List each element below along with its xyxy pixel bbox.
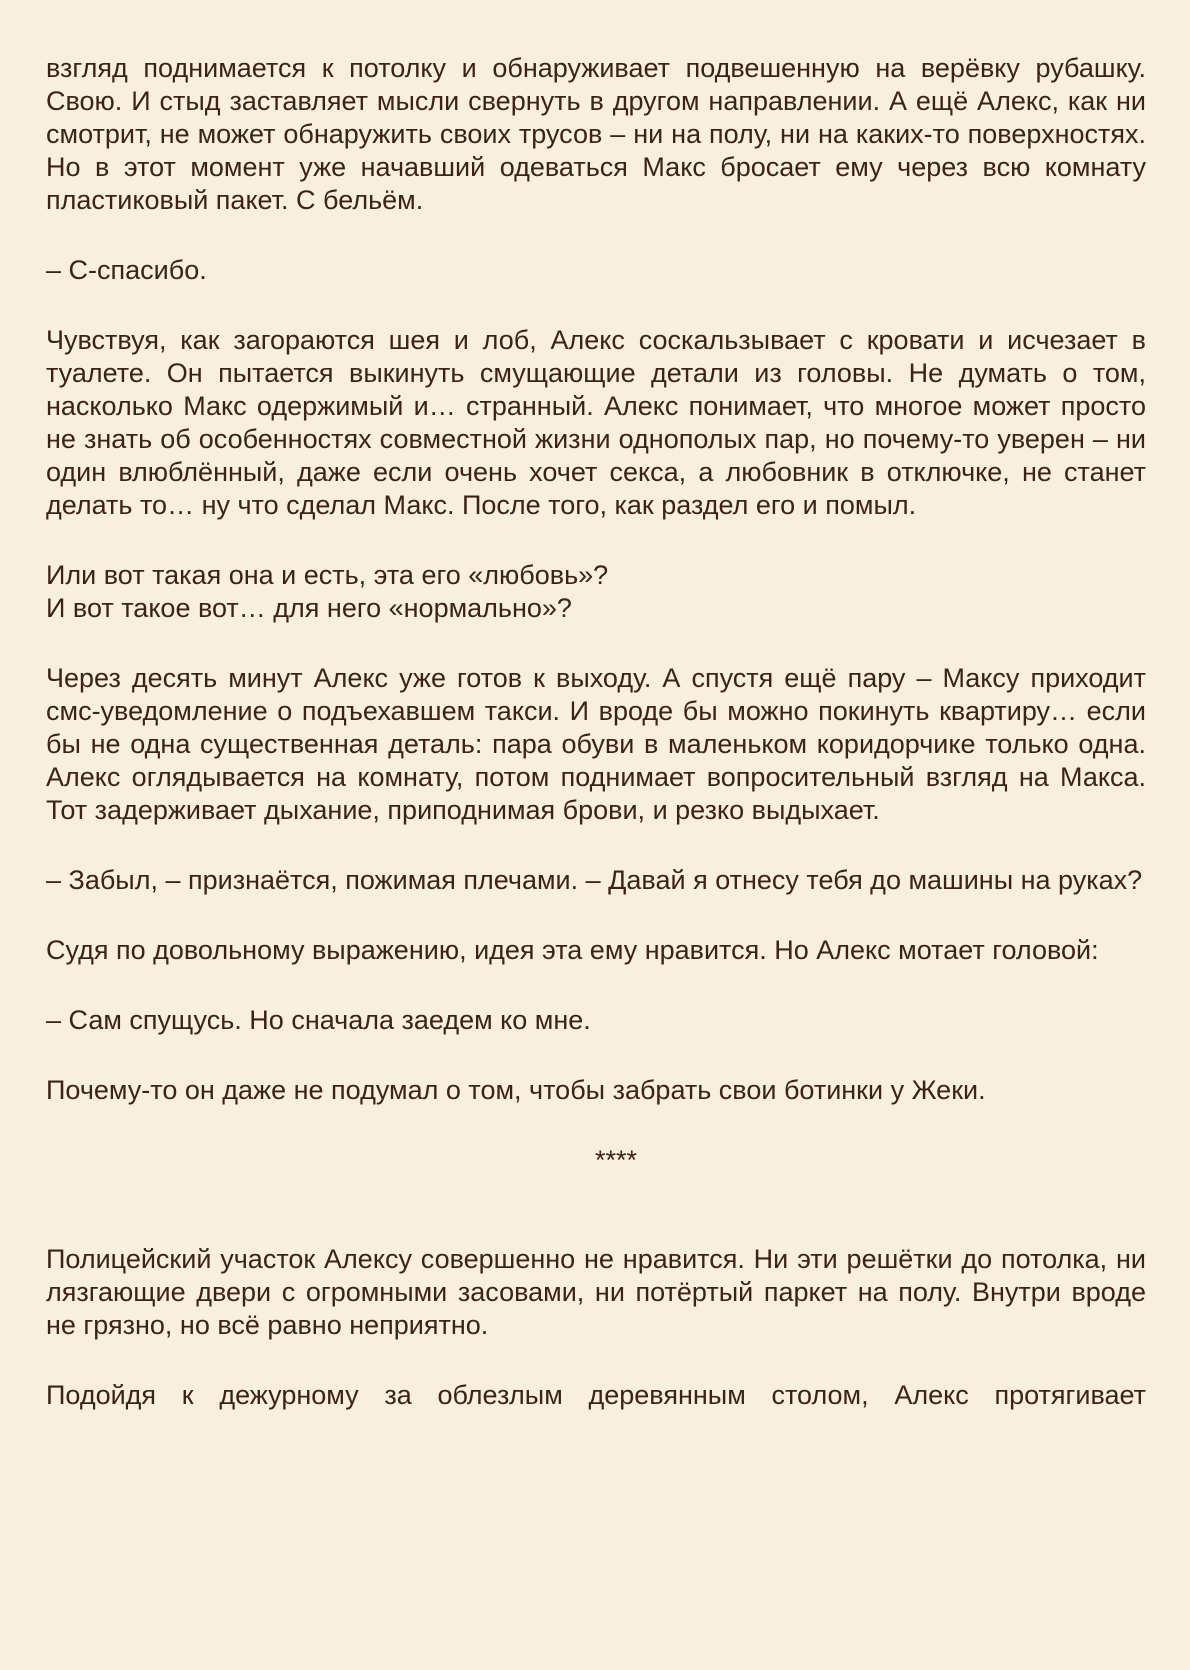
paragraph-uchastok: Полицейский участок Алексу совершенно не нравится. Ни эти решётки до потолка, ни лязгающие двери с огромными засовами, ни потёртый паркет на полу. Внутри вроде не грязно, но всё равно неприятно.: [46, 1244, 1146, 1340]
line-normalno: И вот такое вот… для него «нормально»?: [46, 593, 572, 623]
paragraph-taksi: Через десять минут Алекс уже готов к выходу. А спустя ещё пару – Максу приходит смс-уведомление о подъехавшем такси. И вроде бы можно покинуть квартиру… если бы не одна существенная деталь: пара обуви в маленьком коридорчике только одна. Алекс оглядывается на комнату, потом поднимает вопросительный взгляд на Макса. Тот задерживает дыхание, приподнимая брови, и резко выдыхает.: [46, 663, 1146, 825]
dialogue-spasibo: – С-спасибо.: [46, 255, 207, 285]
paragraph-dezhurny: Подойдя к дежурному за облезлым деревянным столом, Алекс протягивает: [46, 1380, 1146, 1410]
paragraph-lyubov: [46, 559, 1146, 625]
dialogue-zabyl: – Забыл, – признаётся, пожимая плечами. – Давай я отнесу тебя до машины на руках?: [46, 865, 1143, 895]
dialogue-sam-spushchus: – Сам спущусь. Но сначала заедем ко мне.: [46, 1005, 591, 1035]
scene-break: ****: [594, 1145, 638, 1175]
paragraph-tualet: Чувствуя, как загораются шея и лоб, Алекс соскальзывает с кровати и исчезает в туалете. Он пытается выкинуть смущающие детали из головы. Не думать о том, насколько Макс одержимый и… странный. Алекс понимает, что многое может просто не знать об особенностях совместной жизни однополых пар, но почему-то уверен – ни один влюблённый, даже если очень хочет секса, а любовник в отключке, не станет делать то… ну что сделал Макс. После того, как раздел его и помыл.: [46, 325, 1146, 520]
line-lyubov: Или вот такая она и есть, эта его «любовь»?: [46, 560, 609, 590]
paragraph-botinki: Почему-то он даже не подумал о том, чтобы забрать свои ботинки у Жеки.: [46, 1075, 986, 1105]
paragraph-ideya: Судя по довольному выражению, идея эта ему нравится. Но Алекс мотает головой:: [46, 935, 1099, 965]
paragraph-rubashka: взгляд поднимается к потолку и обнаруживает подвешенную на верёвку рубашку. Свою. И стыд заставляет мысли свернуть в другом направлении. А ещё Алекс, как ни смотрит, не может обнаружить своих трусов – ни на полу, ни на каких-то поверхностях. Но в этот момент уже начавший одеваться Макс бросает ему через всю комнату пластиковый пакет. С бельём.: [46, 53, 1146, 215]
